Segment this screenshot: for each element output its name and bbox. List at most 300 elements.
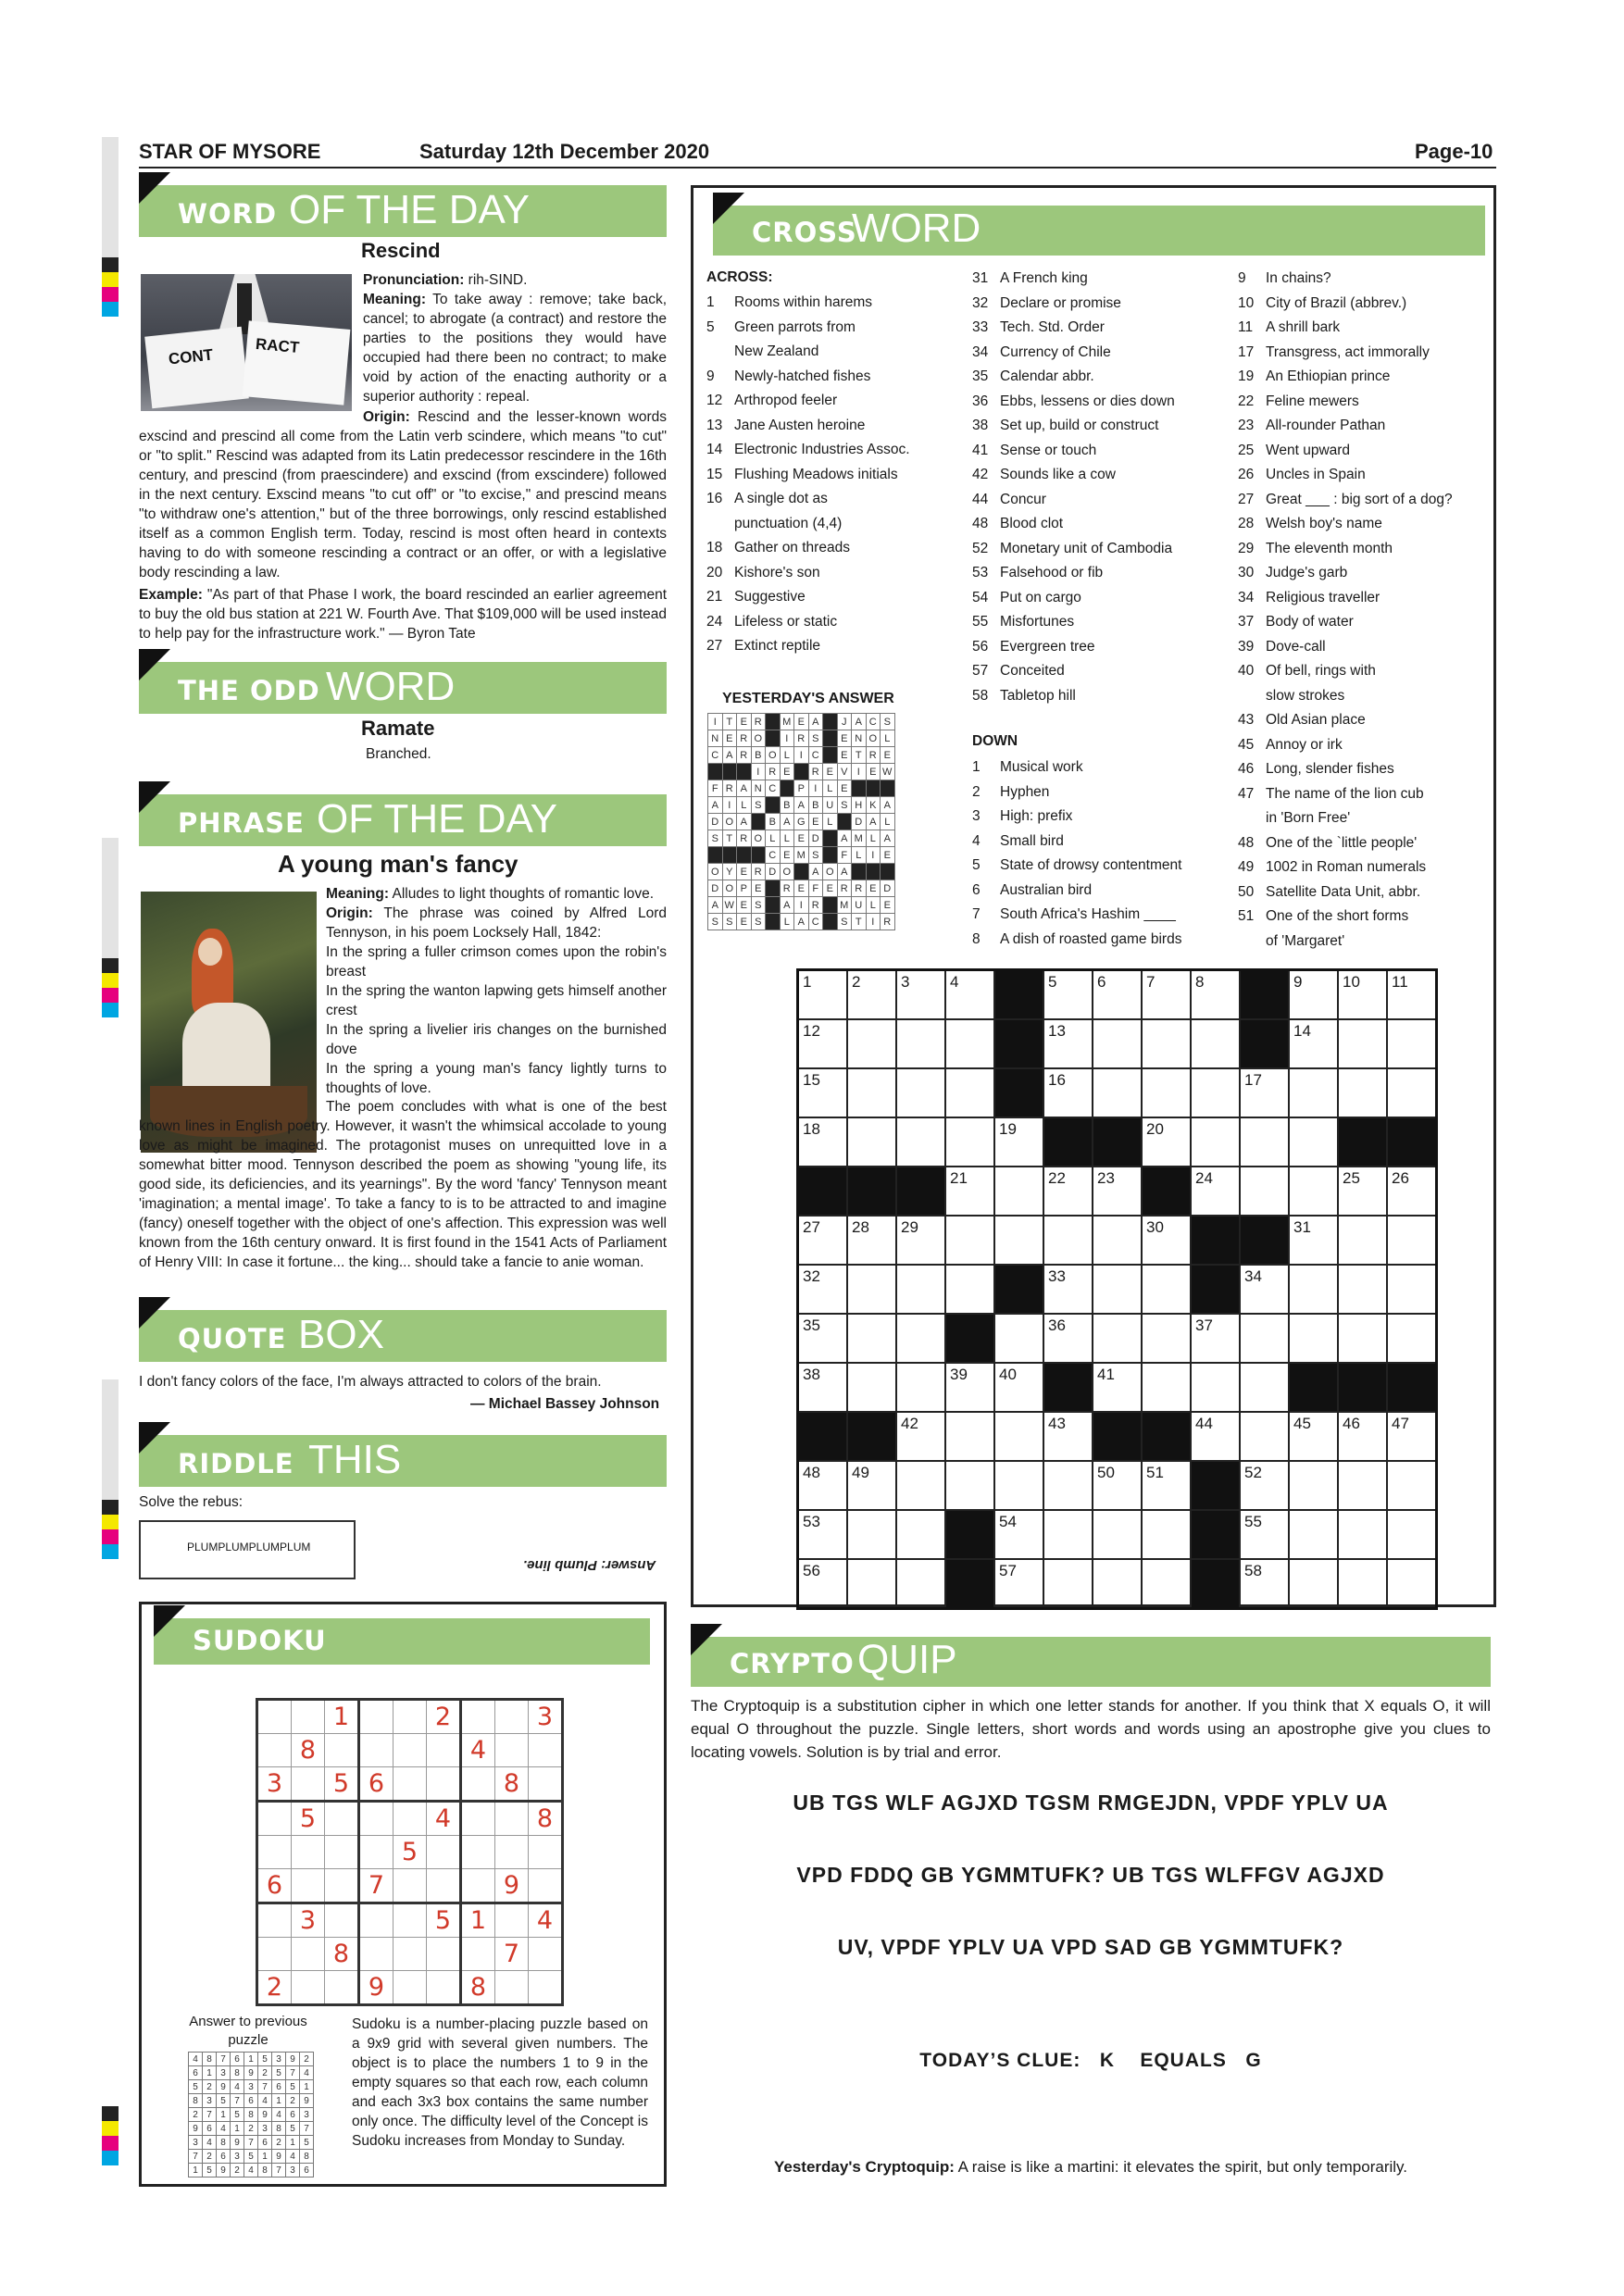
crossword-cell[interactable] — [1338, 1559, 1387, 1609]
crossword-cell[interactable] — [1338, 1216, 1387, 1265]
sudoku-cell[interactable] — [461, 1869, 495, 1903]
sudoku-cell[interactable] — [495, 1700, 529, 1734]
crossword-cell[interactable] — [1191, 1068, 1240, 1117]
crossword-cell[interactable] — [1338, 1510, 1387, 1559]
crossword-cell[interactable] — [1043, 1019, 1093, 1068]
answer-cell: S — [837, 797, 852, 814]
crossword-cell[interactable] — [847, 1216, 896, 1265]
clue — [706, 463, 910, 488]
crossword-cell[interactable] — [1289, 1559, 1338, 1609]
crossword-cell[interactable] — [1338, 1265, 1387, 1314]
sudoku-cell[interactable] — [427, 1938, 461, 1971]
crossword-cell[interactable] — [1191, 1019, 1240, 1068]
crossword-cell[interactable] — [1093, 1314, 1142, 1363]
sudoku-cell[interactable] — [359, 1734, 394, 1767]
sudoku-cell[interactable] — [359, 1802, 394, 1836]
clue — [972, 780, 1181, 805]
sudoku-cell[interactable] — [325, 1802, 359, 1836]
answer-cell: I — [751, 764, 766, 780]
crossword-cell[interactable] — [847, 1265, 896, 1314]
crossword-cell[interactable] — [1142, 1510, 1191, 1559]
sudoku-cell[interactable] — [495, 1734, 529, 1767]
crossword-cell[interactable] — [798, 1363, 848, 1412]
previous-sudoku-cell: 6 — [258, 2136, 272, 2150]
answer-cell: A — [780, 897, 794, 914]
clue-number: 56 — [972, 638, 989, 655]
crossword-cell[interactable] — [1093, 1265, 1142, 1314]
crossword-cell[interactable] — [1240, 1412, 1289, 1461]
cell-number: 3 — [901, 973, 910, 991]
crossword-cell[interactable] — [1289, 1510, 1338, 1559]
crossword-cell[interactable] — [1043, 1167, 1093, 1216]
sudoku-cell[interactable] — [292, 1971, 325, 2005]
cell-number: 17 — [1244, 1071, 1262, 1089]
crossword-black-cell — [1142, 1412, 1191, 1461]
crossword-cell[interactable] — [994, 1510, 1043, 1559]
crossword-cell[interactable] — [1387, 1314, 1437, 1363]
crossword-cell[interactable] — [1093, 1019, 1142, 1068]
answer-black-cell — [866, 780, 881, 797]
answer-cell: E — [780, 847, 794, 864]
sudoku-cell[interactable] — [427, 1971, 461, 2005]
previous-sudoku-cell: 3 — [300, 2108, 314, 2122]
crossword-cell[interactable] — [994, 1412, 1043, 1461]
crossword-cell[interactable] — [1289, 1167, 1338, 1216]
crossword-cell[interactable] — [1240, 1510, 1289, 1559]
cell-number: 14 — [1293, 1022, 1311, 1040]
crossword-cell[interactable] — [1093, 1167, 1142, 1216]
sudoku-cell[interactable] — [529, 1869, 563, 1903]
answer-cell: E — [837, 747, 852, 764]
crossword-cell[interactable] — [945, 1019, 994, 1068]
sudoku-cell[interactable] — [427, 1767, 461, 1802]
sudoku-cell[interactable] — [394, 1700, 427, 1734]
clue-text: Conceited — [1000, 663, 1065, 679]
crossword-cell[interactable] — [847, 1363, 896, 1412]
sudoku-cell[interactable] — [257, 1734, 292, 1767]
sudoku-cell[interactable] — [461, 1700, 495, 1734]
crossword-cell[interactable] — [945, 970, 994, 1020]
crossword-cell[interactable] — [1240, 1265, 1289, 1314]
clue — [972, 488, 1175, 513]
crossword-cell[interactable] — [945, 1068, 994, 1117]
crossword-cell[interactable] — [945, 1117, 994, 1167]
sudoku-cell[interactable] — [394, 1971, 427, 2005]
crossword-cell[interactable] — [1289, 1412, 1338, 1461]
crossword-cell[interactable] — [798, 1461, 848, 1510]
crossword-cell[interactable] — [1289, 1068, 1338, 1117]
clue — [972, 586, 1175, 611]
crossword-cell[interactable] — [1387, 1068, 1437, 1117]
torn-contract-right-word: RACT — [255, 334, 301, 357]
answer-cell: F — [837, 847, 852, 864]
answer-cell: U — [823, 797, 838, 814]
crossword-cell[interactable] — [994, 1461, 1043, 1510]
crossword-cell[interactable] — [945, 1412, 994, 1461]
crossword-cell[interactable] — [1240, 1363, 1289, 1412]
crossword-cell[interactable] — [1043, 1216, 1093, 1265]
answer-cell: A — [794, 914, 809, 930]
crossword-cell[interactable] — [994, 1559, 1043, 1609]
crossword-cell[interactable] — [896, 1510, 945, 1559]
sudoku-cell[interactable] — [529, 1971, 563, 2005]
cell-number: 9 — [1293, 973, 1303, 991]
clue — [1238, 512, 1453, 537]
crossword-cell[interactable] — [1043, 1314, 1093, 1363]
sudoku-cell[interactable] — [529, 1938, 563, 1971]
crossword-cell[interactable] — [1289, 970, 1338, 1020]
crossword-cell[interactable] — [1093, 1510, 1142, 1559]
crossword-cell[interactable] — [798, 1265, 848, 1314]
clue — [972, 879, 1181, 904]
crossword-cell[interactable] — [1338, 1068, 1387, 1117]
crossword-cell[interactable] — [1240, 1167, 1289, 1216]
crossword-cell[interactable] — [1043, 1068, 1093, 1117]
crossword-cell[interactable] — [1191, 1363, 1240, 1412]
crossword-cell[interactable] — [847, 1314, 896, 1363]
answer-cell: L — [866, 897, 881, 914]
answer-cell: C — [708, 747, 723, 764]
crossword-cell[interactable] — [1289, 1117, 1338, 1167]
previous-sudoku-cell: 6 — [217, 2150, 231, 2164]
clue-text: Falsehood or fib — [1000, 565, 1104, 580]
crossword-black-cell — [1191, 1216, 1240, 1265]
clue-text: Jane Austen heroine — [734, 417, 866, 433]
clue — [1238, 561, 1453, 586]
clue — [972, 439, 1175, 464]
clue-text: Welsh boy's name — [1266, 516, 1382, 531]
crossword-cell[interactable] — [1289, 1216, 1338, 1265]
answer-black-cell — [852, 780, 867, 797]
clue-number: 40 — [1238, 663, 1255, 679]
clue — [706, 414, 910, 439]
crossword-cell[interactable] — [1043, 1461, 1093, 1510]
previous-sudoku-cell: 5 — [258, 2053, 272, 2066]
answer-cell: S — [722, 914, 737, 930]
sudoku-cell[interactable] — [257, 1903, 292, 1938]
crossword-cell[interactable] — [994, 1363, 1043, 1412]
answer-cell: L — [780, 747, 794, 764]
previous-sudoku-cell: 8 — [217, 2136, 231, 2150]
crossword-cell[interactable] — [847, 1559, 896, 1609]
sudoku-cell[interactable] — [529, 1767, 563, 1802]
answer-cell: A — [881, 830, 895, 847]
answer-cell: D — [852, 814, 867, 830]
crossword-cell[interactable] — [1338, 1314, 1387, 1363]
answer-black-cell — [823, 847, 838, 864]
sudoku-cell[interactable] — [394, 1767, 427, 1802]
previous-sudoku-cell: 4 — [286, 2150, 300, 2164]
sudoku-cell[interactable] — [461, 1938, 495, 1971]
sudoku-cell[interactable] — [257, 1802, 292, 1836]
crossword-cell[interactable] — [1240, 1117, 1289, 1167]
sudoku-cell[interactable] — [461, 1802, 495, 1836]
clue-text: State of drowsy contentment — [1000, 857, 1182, 873]
cell-number: 20 — [1146, 1120, 1164, 1138]
crossword-cell[interactable] — [1093, 1559, 1142, 1609]
crossword-cell[interactable] — [1289, 1314, 1338, 1363]
sudoku-cell[interactable] — [461, 1767, 495, 1802]
clue-number: 6 — [972, 881, 981, 898]
crossword-cell[interactable] — [1387, 970, 1437, 1020]
crossword-cell[interactable] — [1142, 1314, 1191, 1363]
crossword-cell[interactable] — [1240, 1461, 1289, 1510]
previous-sudoku-cell: 2 — [203, 2150, 217, 2164]
clue — [1238, 831, 1453, 856]
crossword-cell[interactable] — [798, 1216, 848, 1265]
sudoku-cell[interactable] — [495, 1971, 529, 2005]
crossword-cell[interactable] — [1191, 1412, 1240, 1461]
crossword-cell[interactable] — [798, 1559, 848, 1609]
answer-cell: E — [794, 880, 809, 897]
answer-cell: R — [852, 880, 867, 897]
crossword-cell[interactable] — [1043, 1559, 1093, 1609]
clue-text: Old Asian place — [1266, 712, 1366, 728]
sudoku-cell[interactable] — [427, 1836, 461, 1869]
sudoku-cell[interactable] — [394, 1734, 427, 1767]
across-clues-col1 — [706, 291, 910, 659]
crossword-cell[interactable] — [1191, 1314, 1240, 1363]
crossword-cell[interactable] — [994, 1314, 1043, 1363]
crossword-cell[interactable] — [798, 1314, 848, 1363]
crossword-cell[interactable] — [896, 1461, 945, 1510]
crossword-cell[interactable] — [847, 1461, 896, 1510]
crossword-cell[interactable] — [896, 1363, 945, 1412]
crossword-cell[interactable] — [896, 1265, 945, 1314]
clue-text: One of the short forms — [1266, 908, 1409, 924]
clue-number: 17 — [1238, 343, 1255, 360]
answer-cell: I — [808, 780, 823, 797]
crossword-cell[interactable] — [1043, 1412, 1093, 1461]
crossword-cell[interactable] — [896, 1019, 945, 1068]
crossword-cell[interactable] — [1338, 1167, 1387, 1216]
previous-sudoku-cell: 3 — [231, 2150, 244, 2164]
cell-number: 50 — [1097, 1464, 1115, 1481]
crossword-cell[interactable] — [1191, 1117, 1240, 1167]
sudoku-cell[interactable] — [359, 1836, 394, 1869]
answer-cell: R — [737, 730, 752, 747]
crossword-cell[interactable] — [1142, 1265, 1191, 1314]
sudoku-cell[interactable] — [292, 1767, 325, 1802]
crossword-cell[interactable] — [1387, 1510, 1437, 1559]
crossword-cell[interactable] — [1191, 970, 1240, 1020]
clue-text: Misfortunes — [1000, 614, 1075, 630]
clue — [1238, 537, 1453, 562]
crossword-cell[interactable] — [994, 1216, 1043, 1265]
crossword-cell[interactable] — [1387, 1461, 1437, 1510]
crossword-cell[interactable] — [798, 970, 848, 1020]
crossword-cell[interactable] — [945, 1216, 994, 1265]
answer-cell: D — [808, 830, 823, 847]
crossword-cell[interactable] — [1191, 1167, 1240, 1216]
crossword-cell[interactable] — [1289, 1461, 1338, 1510]
sudoku-cell[interactable] — [325, 1836, 359, 1869]
clue-text: Body of water — [1266, 614, 1354, 630]
crossword-cell[interactable] — [1338, 1461, 1387, 1510]
crossword-cell[interactable] — [1240, 1559, 1289, 1609]
sudoku-cell[interactable] — [394, 1903, 427, 1938]
crossword-cell[interactable] — [945, 1461, 994, 1510]
crossword-cell[interactable] — [1093, 1216, 1142, 1265]
crossword-cell[interactable] — [1043, 970, 1093, 1020]
clue-text: punctuation (4,4) — [734, 515, 843, 531]
crossword-cell[interactable] — [847, 1510, 896, 1559]
crossword-cell[interactable] — [1338, 1019, 1387, 1068]
crossword-cell[interactable] — [1093, 1461, 1142, 1510]
sudoku-cell[interactable] — [495, 1802, 529, 1836]
clue-number: 9 — [706, 368, 715, 384]
rebus-text: PLUMPLUMPLUMPLUM — [187, 1541, 311, 1554]
cell-number: 42 — [901, 1415, 918, 1432]
crossword-cell[interactable] — [1387, 1019, 1437, 1068]
crossword-cell[interactable] — [1142, 1363, 1191, 1412]
crossword-cell[interactable] — [1142, 1019, 1191, 1068]
clue-text: Long, slender fishes — [1266, 761, 1394, 777]
clue — [972, 341, 1175, 366]
answer-cell: O — [722, 880, 737, 897]
crossword-cell[interactable] — [1338, 1412, 1387, 1461]
crossword-cell[interactable] — [798, 1510, 848, 1559]
sudoku-cell[interactable] — [394, 1869, 427, 1903]
crossword-cell[interactable] — [1240, 1314, 1289, 1363]
sudoku-cell[interactable] — [359, 1938, 394, 1971]
sudoku-cell[interactable] — [359, 1700, 394, 1734]
answer-cell: E — [866, 880, 881, 897]
crossword-cell[interactable] — [896, 1216, 945, 1265]
crossword-cell[interactable] — [994, 1167, 1043, 1216]
sudoku-cell[interactable] — [325, 1734, 359, 1767]
clue-text: Annoy or irk — [1266, 736, 1343, 753]
clue — [1238, 733, 1453, 758]
crossword-cell[interactable] — [847, 1068, 896, 1117]
crossword-cell[interactable] — [896, 1559, 945, 1609]
sudoku-cell[interactable] — [529, 1734, 563, 1767]
cell-number: 30 — [1146, 1218, 1164, 1236]
crossword-cell[interactable] — [1142, 1216, 1191, 1265]
crossword-cell[interactable] — [798, 1019, 848, 1068]
crossword-cell[interactable] — [1043, 1265, 1093, 1314]
crossword-cell[interactable] — [1043, 1510, 1093, 1559]
answer-cell: H — [852, 797, 867, 814]
answer-cell: Y — [722, 864, 737, 880]
sudoku-cell[interactable] — [325, 1869, 359, 1903]
answer-cell: S — [808, 730, 823, 747]
crossword-cell[interactable] — [847, 1117, 896, 1167]
crossword-cell[interactable] — [1338, 970, 1387, 1020]
previous-sudoku-cell: 3 — [258, 2122, 272, 2136]
clue-text: Extinct reptile — [734, 638, 821, 654]
sudoku-cell[interactable] — [495, 1836, 529, 1869]
sudoku-cell[interactable] — [427, 1869, 461, 1903]
cell-number: 43 — [1048, 1415, 1066, 1432]
crossword-cell[interactable] — [1289, 1019, 1338, 1068]
cell-number: 21 — [950, 1169, 968, 1187]
crossword-cell[interactable] — [1142, 1068, 1191, 1117]
clue-text: Of bell, rings with — [1266, 663, 1376, 679]
sudoku-cell: 5 — [292, 1802, 325, 1836]
crossword-cell[interactable] — [896, 1117, 945, 1167]
crossword-cell[interactable] — [1093, 1068, 1142, 1117]
sudoku-cell[interactable] — [257, 1836, 292, 1869]
crossword-cell[interactable] — [1387, 1559, 1437, 1609]
sudoku-cell[interactable] — [529, 1836, 563, 1869]
crossword-cell[interactable] — [1142, 1559, 1191, 1609]
answer-cell: E — [737, 897, 752, 914]
clue — [1238, 635, 1453, 660]
clue — [972, 928, 1181, 953]
answer-cell: I — [866, 914, 881, 930]
crossword-cell[interactable] — [1387, 1412, 1437, 1461]
cell-number: 55 — [1244, 1513, 1262, 1530]
crossword-black-cell — [994, 970, 1043, 1020]
clue — [972, 512, 1175, 537]
poem-line: In the spring a fuller crimson comes upon the robin's breast — [326, 944, 667, 980]
crossword-cell[interactable] — [1142, 970, 1191, 1020]
answer-cell: I — [866, 847, 881, 864]
previous-sudoku-cell: 1 — [217, 2108, 231, 2122]
sudoku-cell[interactable] — [427, 1734, 461, 1767]
sudoku-cell[interactable] — [394, 1802, 427, 1836]
sudoku-cell[interactable] — [495, 1903, 529, 1938]
crossword-cell[interactable] — [847, 1019, 896, 1068]
sudoku-cell[interactable] — [292, 1869, 325, 1903]
crossword-cell[interactable] — [945, 1363, 994, 1412]
clue — [972, 805, 1181, 830]
crossword-cell[interactable] — [798, 1068, 848, 1117]
crossword-cell[interactable] — [896, 1314, 945, 1363]
crossword-cell[interactable] — [945, 1265, 994, 1314]
crossword-cell[interactable] — [1289, 1265, 1338, 1314]
crossword-cell[interactable] — [798, 1117, 848, 1167]
sudoku-cell[interactable] — [325, 1903, 359, 1938]
sudoku-cell[interactable] — [257, 1938, 292, 1971]
registration-strip — [102, 272, 119, 287]
crossword-cell[interactable] — [896, 970, 945, 1020]
crossword-cell[interactable] — [847, 970, 896, 1020]
clue-text: An Ethiopian prince — [1266, 368, 1391, 384]
sudoku-cell[interactable] — [292, 1700, 325, 1734]
answer-black-cell — [766, 797, 781, 814]
clue-text: Rooms within harems — [734, 294, 873, 310]
crossword-cell[interactable] — [1093, 1363, 1142, 1412]
clue — [972, 610, 1175, 635]
crossword-cell[interactable] — [945, 1167, 994, 1216]
sudoku-cell[interactable] — [257, 1700, 292, 1734]
answer-cell: I — [708, 714, 723, 730]
sudoku-cell[interactable] — [394, 1938, 427, 1971]
crossword-cell[interactable] — [1093, 970, 1142, 1020]
crossword-cell[interactable] — [1142, 1461, 1191, 1510]
sudoku-cell: 5 — [394, 1836, 427, 1869]
cell-number: 36 — [1048, 1316, 1066, 1334]
sudoku-cell[interactable] — [325, 1971, 359, 2005]
crossword-cell[interactable] — [1142, 1117, 1191, 1167]
newspaper-name: STAR OF MYSORE — [139, 140, 321, 163]
sudoku-cell[interactable] — [359, 1903, 394, 1938]
sudoku-cell[interactable] — [292, 1836, 325, 1869]
crossword-cell[interactable] — [1240, 1068, 1289, 1117]
crossword-cell[interactable] — [1387, 1167, 1437, 1216]
clue-number: 48 — [972, 516, 989, 531]
crossword-cell[interactable] — [1387, 1216, 1437, 1265]
sudoku-cell[interactable] — [292, 1938, 325, 1971]
crossword-cell[interactable] — [896, 1412, 945, 1461]
crossword-cell[interactable] — [994, 1117, 1043, 1167]
sudoku-cell[interactable] — [461, 1836, 495, 1869]
crossword-cell[interactable] — [896, 1068, 945, 1117]
cell-number: 27 — [803, 1218, 820, 1236]
crossword-cell[interactable] — [1387, 1265, 1437, 1314]
